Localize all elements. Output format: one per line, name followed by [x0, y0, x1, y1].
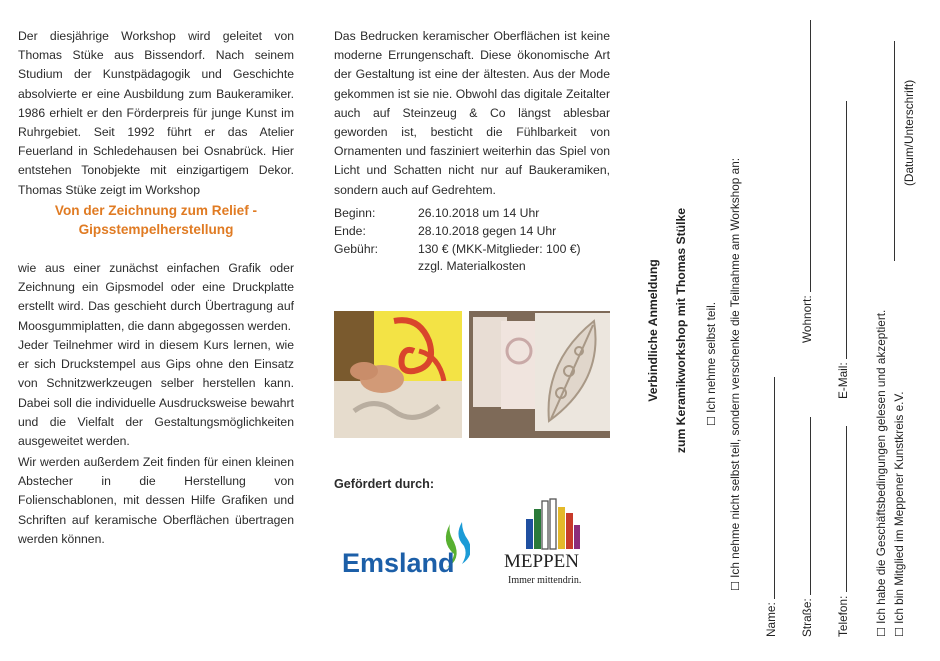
option-self — [704, 302, 718, 426]
intro-paragraph: Der diesjährige Workshop wird geleitet von Thomas Stüke aus Bissendorf. Nach seinem Studium der Kunstpädagogik und Geschichte absolvierte er eine Ausbildung zum Baukeramiker. 1986 erhielt er den Förderpreis für junge Kunst im Ruhrgebiet. Seit 1992 führt er das Atelier Feuerland in Schledehausen bei Osnabrück. Hier entstehen Tonobjekte mit einzigartigem Dekor. Thomas Stüke zeigt im Workshop — [18, 29, 294, 197]
street-input-line[interactable] — [800, 417, 811, 595]
terms-option — [874, 310, 888, 637]
detail-row — [334, 258, 610, 276]
email-label: E-Mail: — [836, 362, 850, 399]
phone-field — [836, 426, 850, 637]
section-heading-line-2: Gipsstempelherstellung — [78, 222, 234, 237]
checkbox-gift[interactable]: ☐ — [730, 581, 742, 591]
city-input-line[interactable] — [800, 20, 811, 292]
meppen-wordmark: MEPPEN — [504, 551, 579, 572]
signature-line[interactable] — [884, 41, 895, 261]
intro-paragraph-2: Das Bedrucken keramischer Oberflächen ist keine moderne Errungenschaft. Diese ökonomische Art der Gestaltung ist eine der ältesten. Aus der Mode gekommen ist sie nie. Obwohl das digitale Zeitalter auch auf Steinzeug & Co längst ablesbar geworden ist, besticht die Fühlbarkeit von Ornamenten und fasziniert weiterhin das Spiel von Licht und Schatten nicht nur auf Baukeramiken, sondern auch auf Gedrehtem. — [334, 29, 610, 197]
meppen-tagline: Immer mittendrin. — [508, 575, 582, 586]
option-self-label: Ich nehme selbst teil. — [704, 302, 718, 413]
checkbox-member[interactable]: ☐ — [894, 627, 906, 637]
detail-label: Beginn: — [334, 206, 376, 220]
emsland-logo — [340, 520, 470, 582]
member-option — [892, 392, 906, 638]
signature-label: (Datum/Unterschrift) — [902, 79, 916, 186]
section-heading-line-1: Von der Zeichnung zum Relief - — [54, 203, 258, 218]
option-gift-label: Ich nehme nicht selbst teil, sondern verschenke die Teilnahme am Workshop an: — [728, 157, 742, 578]
checkbox-self[interactable]: ☐ — [706, 416, 718, 426]
street-label: Straße: — [800, 598, 814, 637]
detail-value: zzgl. Materialkosten — [418, 259, 526, 274]
emsland-wordmark: Emsland — [342, 548, 455, 578]
detail-value: 28.10.2018 gegen 14 Uhr — [418, 223, 557, 238]
street-field — [800, 417, 814, 637]
tiles-photo-illustration — [469, 311, 610, 438]
event-details — [334, 205, 610, 276]
detail-row — [334, 241, 610, 259]
workshop-photo-tiles — [469, 311, 610, 438]
detail-label: Gebühr: — [334, 241, 379, 256]
registration-form-panel — [636, 0, 940, 661]
member-label: Ich bin Mitglied im Meppener Kunstkreis e.V. — [892, 391, 906, 624]
city-label: Wohnort: — [800, 295, 814, 343]
workshop-photo-stamp — [334, 311, 462, 438]
emsland-logo-graphic — [340, 520, 470, 582]
paragraph-participants: Jeder Teilnehmer wird in diesem Kurs lernen, wie er sich Druckstempel aus Gips ohne den Einsatz von Schnitzwerkzeugen selber herstellen kann. Dabei soll die individuelle Ausdrucksweise bewahrt und die Vielfalt der Gestaltungsmöglichkeiten ausgeweitet werden. — [18, 338, 294, 449]
email-field — [836, 101, 850, 399]
detail-value: 130 € (MKK-Mitglieder: 100 €) — [418, 241, 581, 256]
section-heading — [18, 201, 294, 239]
checkbox-terms[interactable]: ☐ — [876, 627, 888, 637]
phone-label: Telefon: — [836, 595, 850, 637]
detail-row — [334, 205, 610, 223]
name-input-line[interactable] — [764, 377, 775, 599]
phone-input-line[interactable] — [836, 426, 847, 592]
paragraph-method: wie aus einer zunächst einfachen Grafik oder Zeichnung ein Gipsmodel oder eine Druckplatte erstellt wird. Das geschieht durch Übertragung auf Moosgummiplatten, die dann abgegossen werden. — [18, 261, 294, 333]
form-subtitle: zum Keramikworkshop mit Thomas Stülke — [674, 207, 688, 454]
detail-label — [334, 258, 418, 276]
detail-label: Ende: — [334, 223, 366, 238]
registration-form — [636, 0, 940, 661]
option-gift — [728, 158, 742, 591]
city-field — [800, 20, 814, 343]
meppen-logo — [502, 497, 598, 592]
terms-label: Ich habe die Geschäftsbedingungen gelesen und akzeptiert. — [874, 309, 888, 624]
sponsor-heading: Gefördert durch: — [334, 477, 435, 491]
paragraph-stencils: Wir werden außerdem Zeit finden für einen kleinen Abstecher in die Herstellung von Folienschablonen, mit dessen Hilfe Grafiken und Schriften auf keramische Oberflächen übertragen werden können. — [18, 455, 294, 546]
form-title: Verbindliche Anmeldung — [646, 259, 660, 402]
meppen-logo-graphic — [502, 497, 598, 592]
detail-value: 26.10.2018 um 14 Uhr — [418, 206, 540, 220]
detail-row — [334, 223, 610, 241]
name-label: Name: — [764, 602, 778, 637]
email-input-line[interactable] — [836, 101, 847, 359]
name-field — [764, 377, 778, 637]
stamp-photo-illustration — [334, 311, 462, 438]
